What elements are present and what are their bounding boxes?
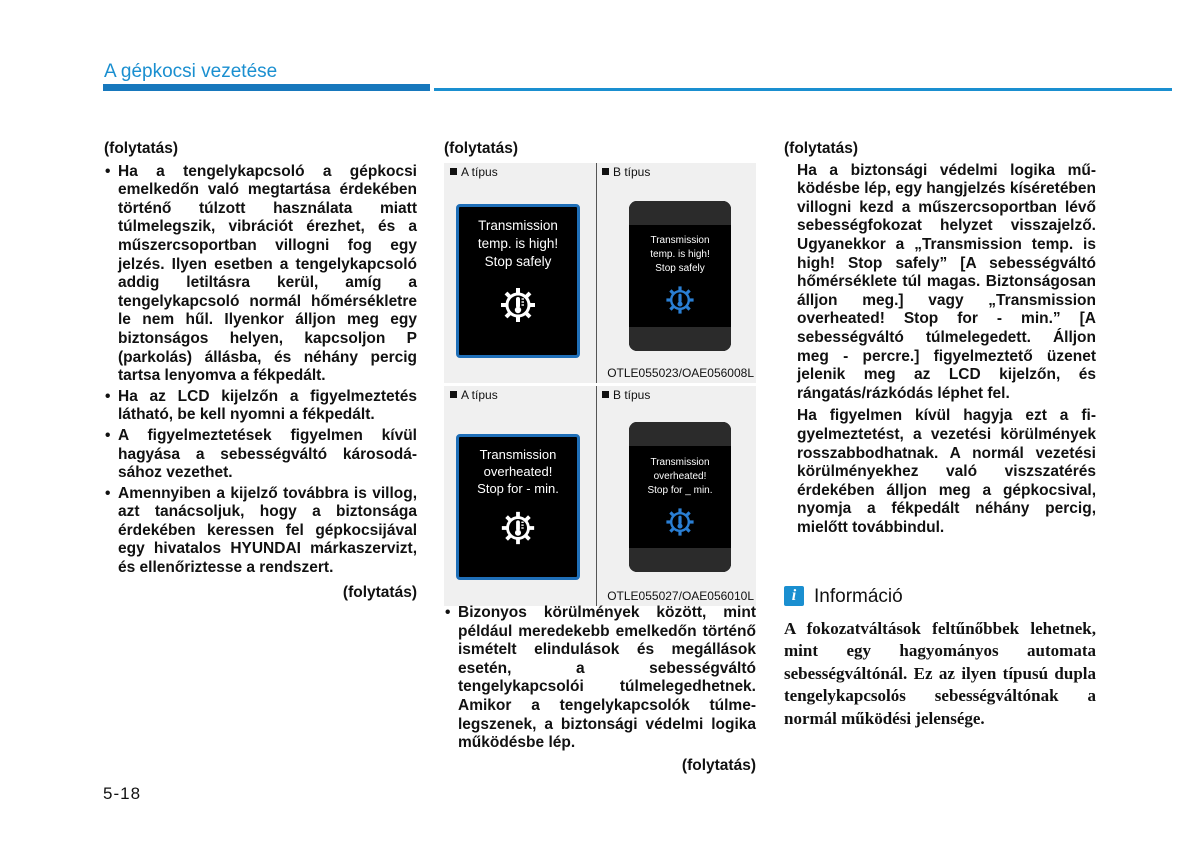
figure-code: OTLE055027/OAE056010L [607, 589, 754, 603]
continued-label-bottom: (folytatás) [342, 583, 417, 601]
figure-divider [596, 386, 597, 606]
cluster-screen-type-a: Transmission overheated! Stop for - min. [456, 434, 580, 580]
paragraph: Ha figyelmen kívül hagyja ezt a figyelmeztetést, a vezetési körülmények rosszabbodhatnak. A normál vezetési körülményekhez való viszszatérés érdekében álljon meg a gépkocsival, nyomja a fékpedált néhány percig, mielőtt továbbindul. [797, 407, 1096, 536]
page-number: 5-18 [103, 784, 142, 803]
continued-label-bottom: (folytatás) [681, 756, 756, 774]
figure-divider [596, 163, 597, 383]
warning-figure-1 [444, 163, 756, 383]
warning-figure-2 [444, 386, 756, 606]
gear-thermometer-icon [664, 506, 696, 538]
bullet-item: • Ha az LCD kijelzőn a figyelmeztetés látható, be kell nyomni a fékpedált. [104, 388, 417, 425]
header-bar-dark [103, 84, 430, 91]
cluster-screen-type-a: Transmission temp. is high! Stop safely [456, 204, 580, 358]
cluster-screen-type-b: Transmission temp. is high! Stop safely [629, 201, 731, 351]
info-title: Információ [814, 586, 903, 607]
figure-code: OTLE055023/OAE056008L [607, 366, 754, 380]
type-b-caption: B típus [602, 165, 650, 179]
bullet-item: • Bizonyos körülmények között, mint például meredekebb emelkedőn történő ismételt elindulások és megállások esetén, a sebességváltó tengelykapcsolói túlmelegedhetnek. Amikor a tengelykapcsolók túlmelegszenek, a biztonsági védelmi logika működésbe lép. [444, 604, 756, 753]
bullet-item: • Ha a tengelykapcsoló a gépkocsi emelkedőn való megtartása érdekében történő túlzott használata miatt túlmelegszik, vibrációt érezhet, és a műszercsoportban villogni fog egy jelzés. Ilyen esetben a tengelykapcsoló addig letiltásra kerül, amíg a tengelykapcsoló normál hőmérsékletre le nem hűl. Ilyenkor álljon meg egy biztonságos helyen, kapcsoljon P (parkolás) állásba, és néhány percig tartsa lenyomva a fékpedált. [104, 163, 417, 386]
type-a-caption: A típus [450, 165, 498, 179]
bullet-item: • Amennyiben a kijelző továbbra is villog, azt tanácsoljuk, hogy a biztonsága érdekében keressen fel gépkocsijával egy hivatalos HYUNDAI márkaszervizt, és ellenőriztesse a rendszert. [104, 485, 417, 578]
info-body: A fokozatváltások feltűnőbbek lehetnek, mint egy hagyományos automata sebességváltónál. Ez az ilyen típusú dupla tengelykapcsolós sebességváltónak a normál működési jelensége. [784, 619, 1096, 728]
middle-text [444, 604, 756, 775]
type-b-caption: B típus [602, 388, 650, 402]
section-title: A gépkocsi vezetése [104, 61, 278, 82]
bullet-item: • A figyelmeztetések figyelmen kívül hagyása a sebességváltó károsodásához vezethet. [104, 427, 417, 483]
cluster-screen-type-b: Transmission overheated! Stop for _ min. [629, 422, 731, 572]
gear-thermometer-icon [498, 285, 538, 325]
paragraph: Ha a biztonsági védelmi logika működésbe lép, egy hangjelzés kíséretében villogni kezd a műszercsoportban lévő sebességfokozat helyzet visszajelző. Ugyanekkor a „Transmission temp. is high! Stop safely” [A sebességváltó hőmérséklete túl magas. Biztonságosan álljon meg.] vagy „Transmission overheated! Stop for - min.” [A sebességváltó túlmelegedett. Álljon meg - percre.] figyelmeztető üzenet jelenik meg az LCD kijelzőn, és rángatás/rázkódás léphet fel. [797, 161, 1096, 402]
type-a-caption: A típus [450, 388, 498, 402]
right-column [784, 140, 1096, 537]
header-bar-light [434, 88, 1172, 91]
continued-label-top: (folytatás) [104, 140, 179, 157]
continued-label-top: (folytatás) [784, 140, 859, 157]
continued-label-top: (folytatás) [444, 140, 519, 157]
left-column [104, 140, 417, 602]
gear-thermometer-icon [664, 284, 696, 316]
info-icon: i [784, 586, 804, 606]
gear-thermometer-icon [499, 509, 537, 547]
